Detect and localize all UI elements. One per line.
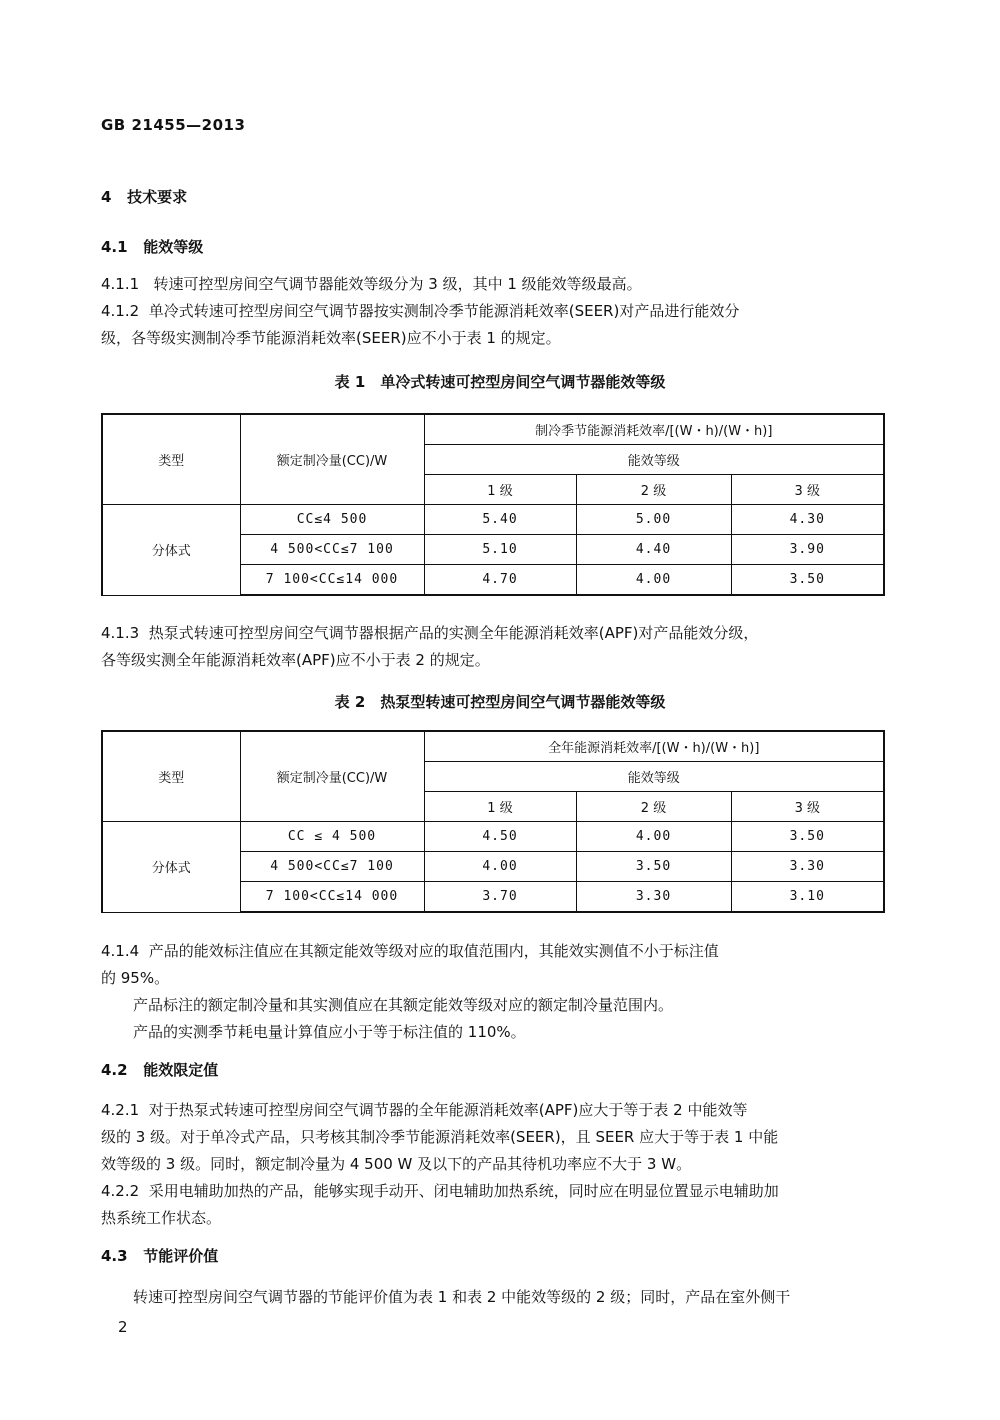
cell-value: 3.10 (731, 882, 884, 913)
table-2 (101, 730, 885, 913)
page-number: 2 (118, 1318, 128, 1336)
cell-value: 4.30 (731, 505, 884, 535)
clause-4-2-2 (101, 1178, 901, 1232)
section-heading-4-3 (101, 1245, 218, 1266)
cell-value: 3.90 (731, 535, 884, 565)
cell-value: 3.50 (731, 822, 884, 852)
cell-range: 7 100<CC≤14 000 (240, 882, 424, 913)
cell-value: 4.00 (576, 822, 731, 852)
cell-range: 4 500<CC≤7 100 (240, 535, 424, 565)
cell-value: 3.50 (576, 852, 731, 882)
clause-line: 各等级实测全年能源消耗效率(APF)应不小于表 2 的规定。 (101, 651, 490, 669)
header-metric: 全年能源消耗效率/[(W・h)/(W・h)] (424, 731, 884, 762)
clause-line: 单冷式转速可控型房间空气调节器按实测制冷季节能源消耗效率(SEER)对产品进行能效分 (148, 302, 740, 320)
clause-4-3-text: 转速可控型房间空气调节器的节能评价值为表 1 和表 2 中能效等级的 2 级；同时，产品在室外侧干 (133, 1288, 791, 1306)
cell-range: CC ≤ 4 500 (240, 822, 424, 852)
clause-4-1-3 (101, 620, 901, 674)
clause-4-2-1 (101, 1097, 901, 1178)
clause-line: 对于热泵式转速可控型房间空气调节器的全年能源消耗效率(APF)应大于等于表 2 中能效等 (148, 1101, 748, 1119)
clause-line: 热泵式转速可控型房间空气调节器根据产品的实测全年能源消耗效率(APF)对产品能效分级， (148, 624, 759, 642)
header-type: 类型 (102, 731, 240, 822)
section-title: 技术要求 (127, 188, 188, 206)
clause-line: 级的 3 级。对于单冷式产品，只考核其制冷季节能源消耗效率(SEER)，且 SEER 应大于等于表 1 中能 (101, 1128, 779, 1146)
clause-number: 4.2.1 (101, 1101, 140, 1119)
section-title: 能效限定值 (143, 1061, 219, 1079)
header-grade-3: 3 级 (731, 792, 884, 822)
clause-line: 采用电辅助加热的产品，能够实现手动开、闭电辅助加热系统，同时应在明显位置显示电辅助加 (148, 1182, 779, 1200)
section-heading-4 (101, 186, 187, 207)
section-heading-4-1 (101, 236, 203, 257)
clause-line: 效等级的 3 级。同时，额定制冷量为 4 500 W 及以下的产品其待机功率应不大于 3 W。 (101, 1155, 692, 1173)
clause-number: 4.1.4 (101, 942, 140, 960)
section-heading-4-2 (101, 1059, 218, 1080)
clause-4-1-2 (101, 298, 901, 352)
section-title: 节能评价值 (143, 1247, 219, 1265)
cell-range: 7 100<CC≤14 000 (240, 565, 424, 596)
section-number: 4 (101, 188, 112, 206)
row-type: 分体式 (102, 505, 240, 596)
cell-range: 4 500<CC≤7 100 (240, 852, 424, 882)
clause-line: 产品的实测季节耗电量计算值应小于等于标注值的 110%。 (133, 1023, 526, 1041)
clause-line: 产品标注的额定制冷量和其实测值应在其额定能效等级对应的额定制冷量范围内。 (133, 996, 674, 1014)
cell-value: 5.40 (424, 505, 576, 535)
clause-line: 的 95%。 (101, 969, 170, 987)
clause-4-1-1 (101, 271, 891, 298)
header-grade-3: 3 级 (731, 475, 884, 505)
header-capacity: 额定制冷量(CC)/W (240, 414, 424, 505)
header-grade-1: 1 级 (424, 475, 576, 505)
clause-number: 4.1.3 (101, 624, 140, 642)
header-grade: 能效等级 (424, 762, 884, 792)
cell-value: 3.50 (731, 565, 884, 596)
cell-value: 4.50 (424, 822, 576, 852)
header-capacity: 额定制冷量(CC)/W (240, 731, 424, 822)
header-grade-2: 2 级 (576, 792, 731, 822)
section-title: 能效等级 (143, 238, 204, 256)
cell-value: 3.70 (424, 882, 576, 913)
header-grade: 能效等级 (424, 445, 884, 475)
clause-number: 4.2.2 (101, 1182, 140, 1200)
table-1 (101, 413, 885, 596)
clause-line: 产品的能效标注值应在其额定能效等级对应的取值范围内，其能效实测值不小于标注值 (148, 942, 719, 960)
cell-value: 5.10 (424, 535, 576, 565)
clause-line: 热系统工作状态。 (101, 1209, 222, 1227)
table-1-caption: 表 1 单冷式转速可控型房间空气调节器能效等级 (334, 373, 666, 391)
cell-range: CC≤4 500 (240, 505, 424, 535)
section-number: 4.1 (101, 238, 128, 256)
cell-value: 3.30 (731, 852, 884, 882)
table-2-caption: 表 2 热泵型转速可控型房间空气调节器能效等级 (334, 693, 666, 711)
header-metric: 制冷季节能源消耗效率/[(W・h)/(W・h)] (424, 414, 884, 445)
clause-text: 转速可控型房间空气调节器能效等级分为 3 级，其中 1 级能效等级最高。 (153, 275, 642, 293)
cell-value: 4.70 (424, 565, 576, 596)
document-header: GB 21455—2013 (101, 116, 246, 134)
section-number: 4.3 (101, 1247, 128, 1265)
header-grade-2: 2 级 (576, 475, 731, 505)
cell-value: 3.30 (576, 882, 731, 913)
cell-value: 4.00 (424, 852, 576, 882)
clause-4-1-4 (101, 938, 901, 1046)
cell-value: 4.00 (576, 565, 731, 596)
clause-line: 级，各等级实测制冷季节能源消耗效率(SEER)应不小于表 1 的规定。 (101, 329, 561, 347)
row-type: 分体式 (102, 822, 240, 913)
section-number: 4.2 (101, 1061, 128, 1079)
header-type: 类型 (102, 414, 240, 505)
clause-number: 4.1.2 (101, 302, 140, 320)
cell-value: 5.00 (576, 505, 731, 535)
table-row (102, 822, 884, 852)
clause-number: 4.1.1 (101, 275, 140, 293)
cell-value: 4.40 (576, 535, 731, 565)
header-grade-1: 1 级 (424, 792, 576, 822)
table-row (102, 505, 884, 535)
